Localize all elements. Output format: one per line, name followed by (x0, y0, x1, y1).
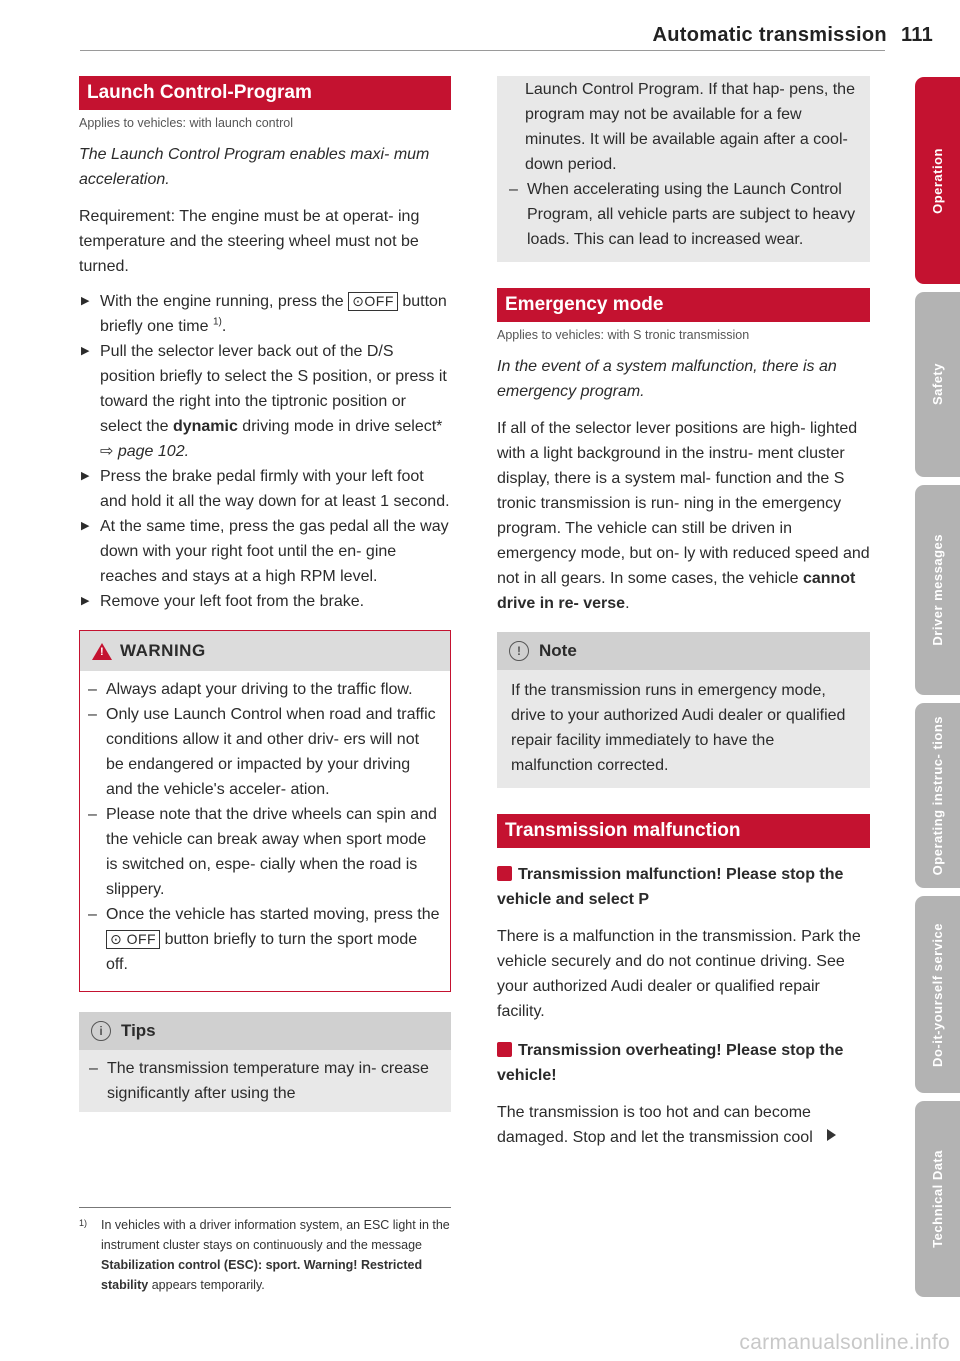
exclamation-icon: ! (509, 641, 529, 661)
warning-label: WARNING (120, 641, 206, 660)
tab-operation[interactable]: Operation (915, 77, 960, 284)
step-item: ▶ Press the brake pedal firmly with your left foot and hold it all the way down for at least 1 second. (79, 464, 451, 514)
tips-list (79, 1056, 451, 1106)
step-arrow-icon: ▶ (81, 520, 90, 532)
page-number: 111 (900, 24, 933, 46)
launch-requirement: Requirement: The engine must be at operat- ing temperature and the steering wheel must not be turned. (79, 208, 420, 275)
warning-triangle-icon (92, 643, 112, 660)
note-box (497, 632, 870, 788)
header-rule (80, 50, 885, 51)
cannot-reverse-term: cannot drive in re- verse (497, 570, 856, 612)
tips-item-continued: Launch Control Program. If that hap- pens, the program may not be available for a few minutes. It will be available again after a cool-down period. (525, 81, 855, 173)
chapter-title: Automatic transmission (652, 24, 887, 46)
step-item: ▶ Remove your left foot from the brake. (79, 589, 451, 614)
section-title-emergency-mode: Emergency mode (497, 288, 870, 322)
section-title-transmission-malfunction: Transmission malfunction (497, 814, 870, 848)
malfunction-text: There is a malfunction in the transmission. Park the vehicle securely and do not continue driving. See your authorized Audi dealer or qualified repair facility. (497, 928, 861, 1020)
tips-item: – When accelerating using the Launch Control Program, all vehicle parts are subject to heavy loads. This can lead to increased wear. (509, 181, 856, 248)
tips-label: Tips (121, 1021, 156, 1040)
esc-message: Stabilization control (ESC): sport. Warning! Restricted stability (101, 1258, 423, 1292)
warning-item: – Once the vehicle has started moving, press the ⊙ OFF button briefly to turn the sport mode off. (88, 906, 440, 973)
note-header (497, 632, 870, 670)
footnote-mark: 1) (79, 1218, 88, 1228)
launch-intro: The Launch Control Program enables maxi- mum acceleration. (79, 146, 430, 188)
tab-do-it-yourself-service[interactable]: Do-it-yourself service (915, 896, 960, 1093)
note-label: Note (539, 641, 577, 660)
tips-box-continued (497, 76, 870, 262)
applies-to-launch: Applies to vehicles: with launch control (79, 116, 294, 130)
warning-item: – Only use Launch Control when road and traffic conditions allow it and other driv- ers will not be endangered or impacted by your driving and the vehicle's acceler- ation. (88, 706, 436, 798)
tips-list (509, 177, 858, 252)
emergency-body: If all of the selector lever positions are high- lighted with a light background in the instru- ment cluster display, there is a system mal- function and the S tronic transmission is run- ning in the emergency program. The vehicle can still be driven in emergency mode, but on- ly with reduced speed and not in all gears. In some cases, the vehicle cannot drive in re- verse. (497, 420, 870, 612)
overheating-text: The transmission is too hot and can become damaged. Stop and let the transmission cool (497, 1100, 870, 1150)
dynamic-mode-term: dynamic (172, 418, 238, 435)
launch-steps-list (79, 289, 451, 614)
warning-box (79, 630, 451, 992)
section-title-launch-control: Launch Control-Program (79, 76, 451, 110)
tips-box (79, 1012, 451, 1112)
left-column (79, 76, 451, 1112)
warning-item: – Please note that the drive wheels can spin and the vehicle can break away when sport mode is switched on, espe- cially when the road is slippery. (88, 806, 437, 898)
warning-list (80, 677, 450, 977)
tab-safety[interactable]: Safety (915, 292, 960, 477)
continue-arrow-icon[interactable] (827, 1129, 836, 1141)
step-item: ▶ With the engine running, press the ⊙OFF button briefly one time $^{1)}$. (79, 289, 451, 339)
note-text: If the transmission runs in emergency mode, drive to your authorized Audi dealer or qualified repair facility immediately to have the malfunction corrected. (511, 682, 846, 774)
red-indicator-icon (497, 866, 512, 881)
warning-header (80, 631, 450, 671)
footnote: 1) In vehicles with a driver information system, an ESC light in the instrument cluster stays on continuously and the message Stabilization control (ESC): sport. Warning! Restricted stability appears temporarily. (79, 1215, 451, 1295)
step-arrow-icon: ▶ (81, 295, 90, 307)
tips-header (79, 1012, 451, 1050)
malfunction-message: Transmission malfunction! Please stop the vehicle and select P (497, 866, 844, 908)
watermark: carmanualsonline.info (739, 1331, 950, 1354)
sport-off-key: ⊙OFF (348, 292, 398, 311)
step-arrow-icon: ▶ (81, 470, 90, 482)
step-arrow-icon: ▶ (81, 595, 90, 607)
page-reference-link[interactable]: ⇨ page 102. (100, 443, 190, 460)
applies-to-emergency: Applies to vehicles: with S tronic transmission (497, 328, 750, 342)
tips-item: – The transmission temperature may in- crease significantly after using the (89, 1060, 429, 1102)
running-header (653, 24, 934, 47)
right-column (497, 76, 870, 1150)
tab-operating-instructions[interactable]: Operating instruc- tions (915, 703, 960, 888)
footnote-ref[interactable]: 1) (212, 316, 222, 328)
red-indicator-icon (497, 1042, 512, 1057)
tab-technical-data[interactable]: Technical Data (915, 1101, 960, 1297)
emergency-intro: In the event of a system malfunction, there is an emergency program. (497, 358, 837, 400)
step-item: ▶ At the same time, press the gas pedal all the way down with your right foot until the en- gine reaches and stays at a high RPM level. (79, 514, 451, 589)
step-arrow-icon: ▶ (81, 345, 90, 357)
overheating-message: Transmission overheating! Please stop the vehicle! (497, 1042, 844, 1084)
footnote-rule (79, 1207, 451, 1208)
info-icon: i (91, 1021, 111, 1041)
tab-driver-messages[interactable]: Driver messages (915, 485, 960, 695)
sport-off-key: ⊙ OFF (106, 930, 160, 949)
warning-item: – Always adapt your driving to the traffic flow. (88, 681, 413, 698)
step-item: ▶ Pull the selector lever back out of the D/S position briefly to select the S position, or press it toward the right into the tiptronic position or select the dynamic driving mode in drive select* ⇨ page 102. (79, 339, 451, 464)
